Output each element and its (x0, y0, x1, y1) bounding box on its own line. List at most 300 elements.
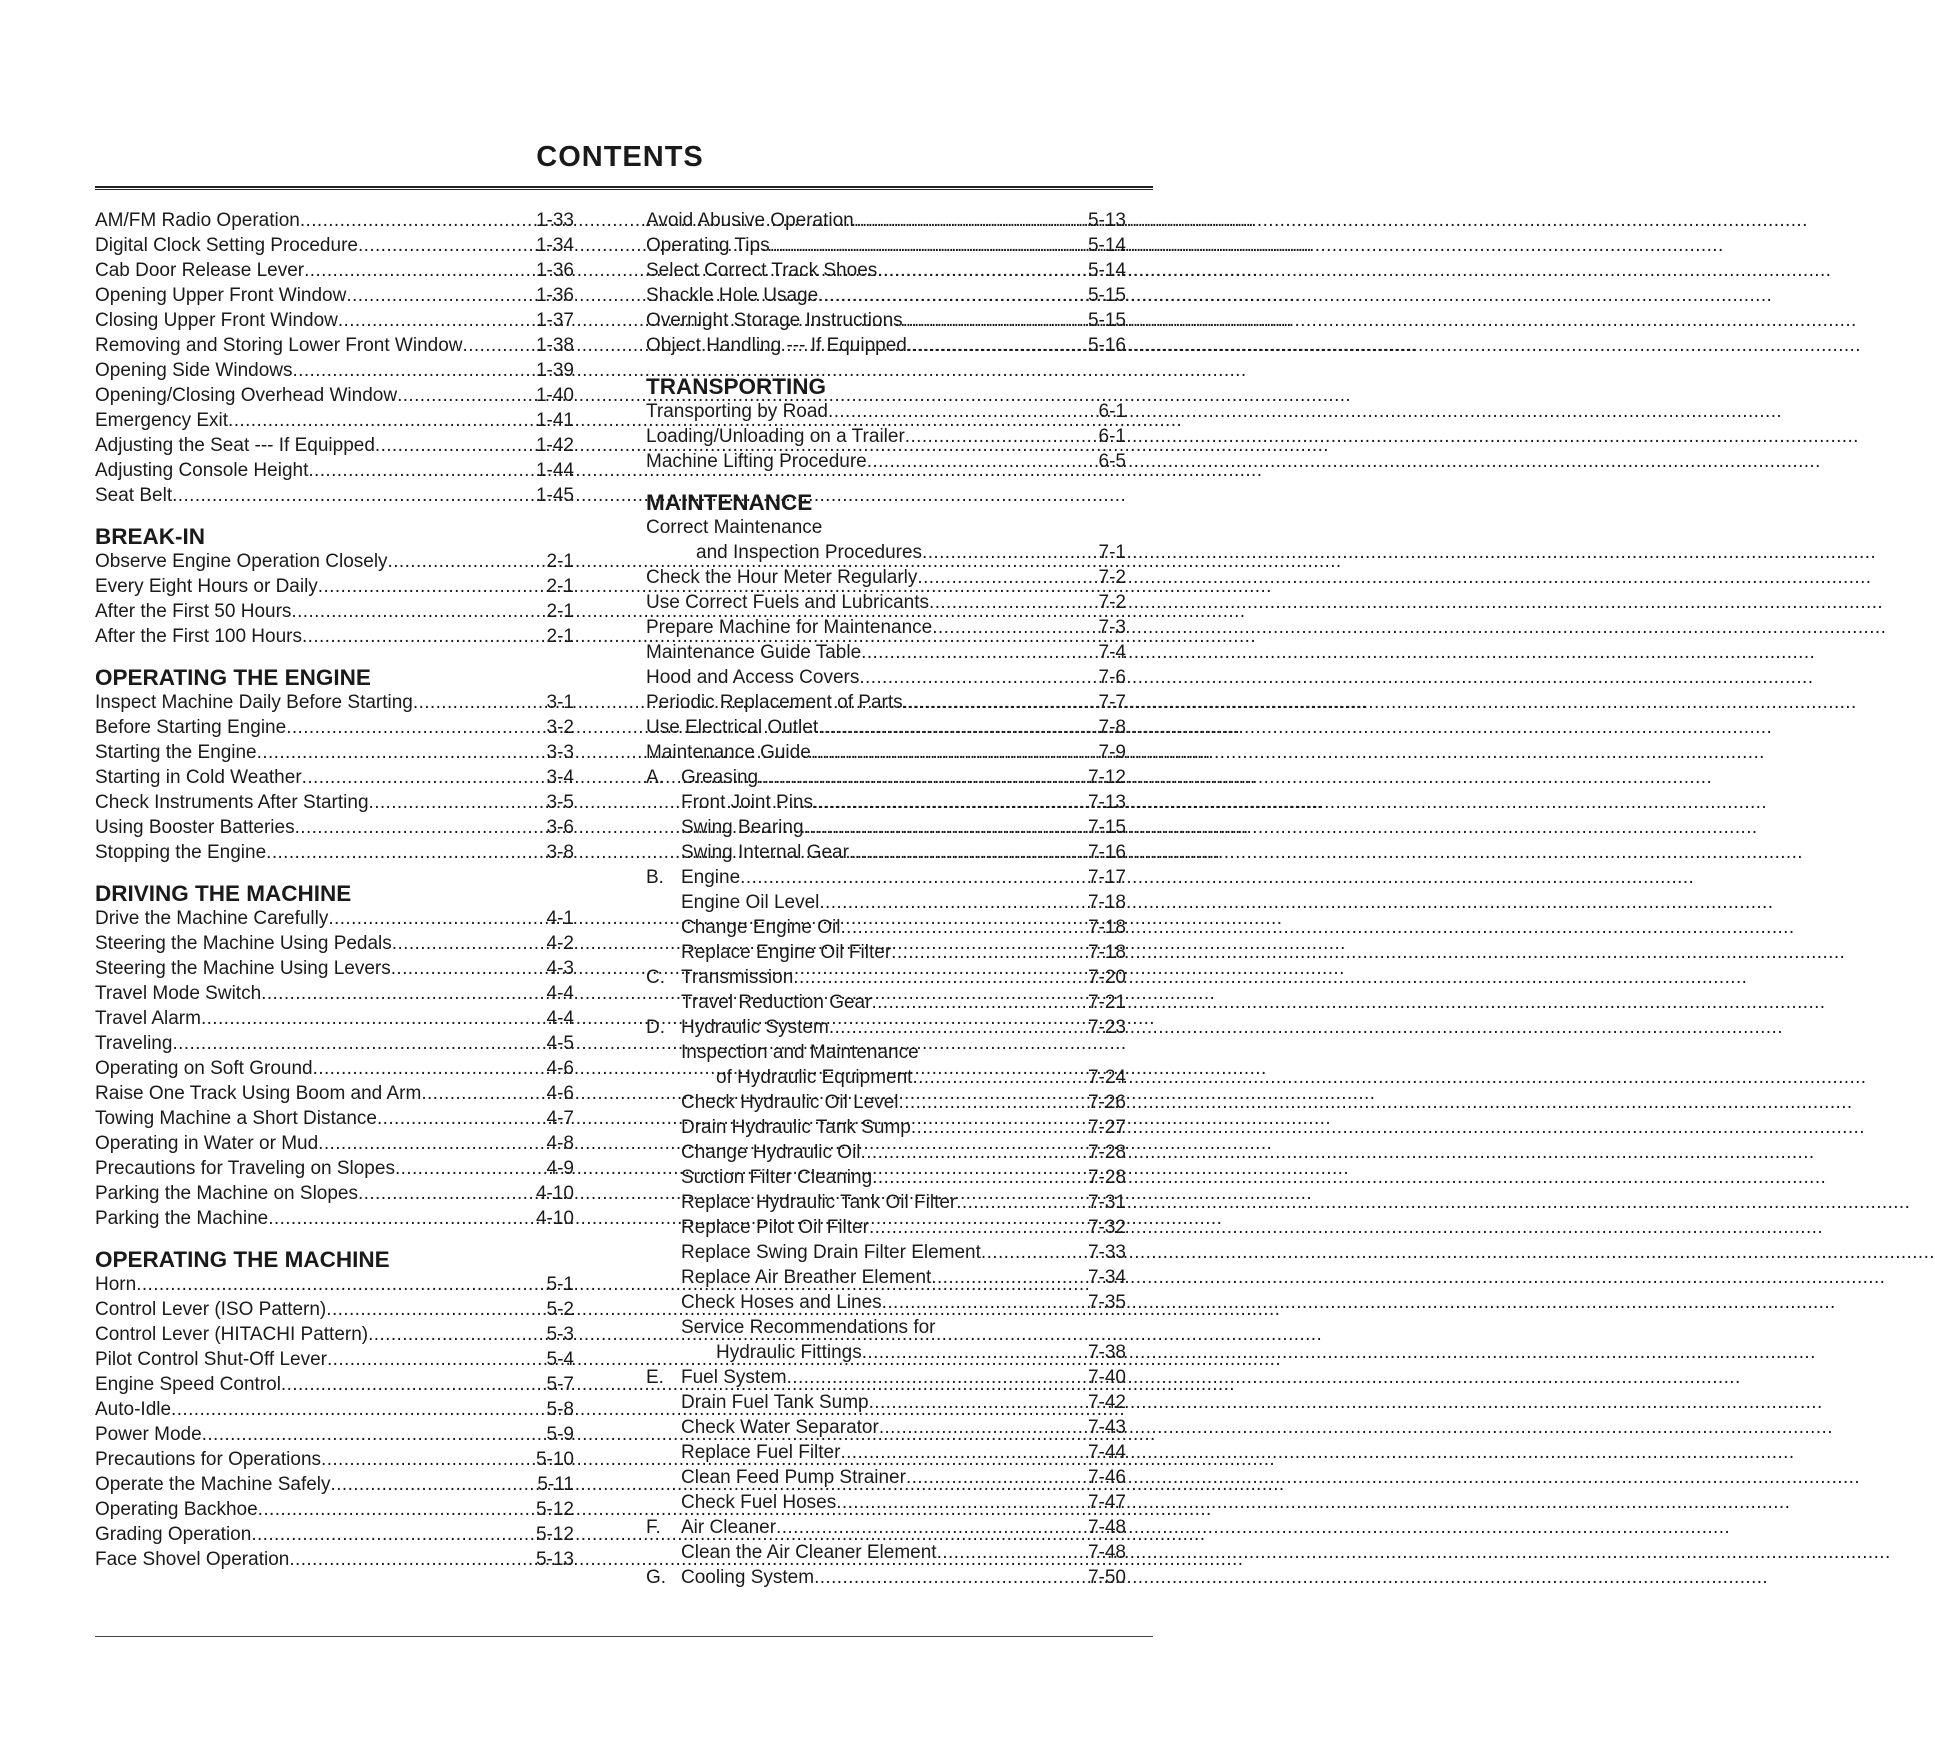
toc-entry[interactable] (646, 840, 1126, 865)
toc-page: 7-47 (1087, 1492, 1126, 1513)
toc-title: Swing Bearing (681, 817, 804, 838)
toc-title: Auto-Idle (95, 1399, 172, 1420)
toc-entry[interactable] (646, 765, 1126, 790)
toc-page: 3-3 (546, 742, 574, 763)
toc-title: Digital Clock Setting Procedure (95, 235, 358, 256)
toc-entry[interactable] (95, 690, 574, 715)
toc-entry[interactable] (95, 1272, 574, 1297)
toc-entry[interactable] (646, 1040, 1126, 1065)
toc-title: Traveling (95, 1033, 173, 1054)
dot-leader (841, 915, 1088, 940)
toc-title: Power Mode (95, 1424, 202, 1445)
toc-entry[interactable] (95, 433, 574, 458)
toc-page: 5-13 (1087, 210, 1126, 231)
toc-page: 1-36 (535, 260, 574, 281)
dot-leader (981, 1240, 1088, 1265)
toc-title: Replace Pilot Oil Filter (681, 1217, 869, 1238)
toc-page: 7-33 (1087, 1242, 1126, 1263)
toc-entry[interactable] (95, 1181, 574, 1206)
toc-title: Cooling System (681, 1567, 815, 1588)
section-heading: BREAK-IN (95, 524, 205, 549)
toc-entry[interactable] (646, 1390, 1126, 1415)
section-heading: OPERATING THE MACHINE (95, 1247, 390, 1272)
toc-page: 3-8 (546, 842, 574, 863)
toc-title: Hydraulic Fittings (716, 1342, 862, 1363)
toc-title: Operate the Machine Safely (95, 1474, 331, 1495)
dot-leader (268, 1206, 536, 1231)
section-operating-the-engine (95, 665, 574, 865)
toc-entry[interactable] (95, 1156, 574, 1181)
dot-leader (369, 790, 547, 815)
dot-leader (804, 815, 1088, 840)
toc-entry[interactable] (646, 1490, 1126, 1515)
toc-title: Observe Engine Operation Closely (95, 551, 388, 572)
toc-entry[interactable] (646, 308, 1126, 333)
toc-page: 5-14 (1087, 260, 1126, 281)
toc-letter: B. (646, 867, 664, 888)
toc-entry[interactable] (95, 1031, 574, 1056)
toc-entry[interactable] (95, 458, 574, 483)
dot-leader (318, 574, 547, 599)
dot-leader (291, 599, 546, 624)
toc-title: Steering the Machine Using Levers (95, 958, 391, 979)
toc-entry[interactable] (646, 1415, 1126, 1440)
toc-entry[interactable] (95, 1472, 574, 1497)
toc-title: Greasing (681, 767, 759, 788)
toc-entry[interactable] (95, 283, 574, 308)
toc-title: Parking the Machine on Slopes (95, 1183, 358, 1204)
toc-entry[interactable] (95, 233, 574, 258)
dot-leader (302, 765, 547, 790)
toc-title: Travel Reduction Gear (681, 992, 872, 1013)
toc-page: 1-42 (535, 435, 574, 456)
dot-leader (266, 840, 546, 865)
toc-title: Adjusting the Seat --- If Equipped (95, 435, 375, 456)
toc-page: 7-34 (1087, 1267, 1126, 1288)
toc-letter: F. (646, 1517, 661, 1538)
toc-title: Opening/Closing Overhead Window (95, 385, 398, 406)
toc-entry[interactable] (95, 981, 574, 1006)
toc-entry[interactable] (646, 915, 1126, 940)
toc-entry[interactable] (646, 424, 1126, 449)
toc-entry[interactable] (95, 1447, 574, 1472)
toc-page: 7-46 (1087, 1467, 1126, 1488)
toc-page: 7-1 (1098, 542, 1126, 563)
dot-leader (903, 308, 1088, 333)
toc-page: 7-31 (1087, 1192, 1126, 1213)
dot-leader (931, 1265, 1088, 1290)
toc-entry[interactable] (646, 790, 1126, 815)
toc-page: 4-10 (535, 1208, 574, 1229)
toc-entry[interactable] (646, 815, 1126, 840)
toc-entry[interactable] (95, 333, 574, 358)
toc-title: Starting in Cold Weather (95, 767, 302, 788)
toc-title: of Hydraulic Equipment (716, 1067, 913, 1088)
toc-title: Machine Lifting Procedure (646, 451, 867, 472)
dot-leader (327, 1347, 547, 1372)
dot-leader (375, 433, 536, 458)
toc-page: 5-7 (546, 1374, 574, 1395)
toc-title: Cab Door Release Lever (95, 260, 305, 281)
toc-page: 3-6 (546, 817, 574, 838)
dot-leader (879, 1415, 1088, 1440)
toc-title: After the First 50 Hours (95, 601, 292, 622)
toc-entry[interactable] (95, 1131, 574, 1156)
toc-entry[interactable] (95, 1297, 574, 1322)
toc-entry[interactable] (646, 449, 1126, 474)
toc-entry[interactable] (646, 990, 1126, 1015)
toc-entry[interactable] (646, 1090, 1126, 1115)
toc-entry[interactable] (646, 740, 1126, 765)
toc-entry[interactable] (646, 1465, 1126, 1490)
toc-entry[interactable] (646, 333, 1126, 358)
toc-entry[interactable] (95, 258, 574, 283)
toc-title: Change Engine Oil (681, 917, 841, 938)
toc-page: 4-6 (546, 1058, 574, 1079)
toc-page: 7-32 (1087, 1217, 1126, 1238)
toc-entry[interactable] (646, 590, 1126, 615)
toc-title: Control Lever (HITACHI Pattern) (95, 1324, 369, 1345)
toc-page: 5-13 (535, 1549, 574, 1570)
toc-entry[interactable] (646, 1340, 1126, 1365)
toc-title: Transmission (681, 967, 794, 988)
toc-page: 7-2 (1098, 592, 1126, 613)
toc-entry[interactable] (95, 1397, 574, 1422)
toc-entry[interactable] (646, 715, 1126, 740)
toc-entry[interactable] (646, 233, 1126, 258)
toc-title: Front Joint Pins (681, 792, 813, 813)
toc-entry[interactable] (95, 599, 574, 624)
toc-page: 4-5 (546, 1033, 574, 1054)
toc-entry[interactable] (646, 690, 1126, 715)
toc-entry[interactable] (646, 1165, 1126, 1190)
toc-page: 7-48 (1087, 1542, 1126, 1563)
toc-entry[interactable] (646, 640, 1126, 665)
dot-leader (758, 765, 1088, 790)
toc-page: 6-1 (1098, 426, 1126, 447)
toc-title: Steering the Machine Using Pedals (95, 933, 392, 954)
toc-entry[interactable] (95, 1522, 574, 1547)
dot-leader (326, 1297, 546, 1322)
toc-title: Precautions for Operations (95, 1449, 322, 1470)
toc-page: 5-15 (1087, 285, 1126, 306)
section-heading: OPERATING THE ENGINE (95, 665, 371, 690)
toc-page: 7-40 (1087, 1367, 1126, 1388)
dot-leader (905, 424, 1099, 449)
toc-title: Opening Side Windows (95, 360, 293, 381)
toc-entry[interactable] (646, 940, 1126, 965)
toc-entry[interactable] (95, 549, 574, 574)
toc-page: 7-38 (1087, 1342, 1126, 1363)
toc-title: Check Instruments After Starting (95, 792, 369, 813)
toc-page: 7-18 (1087, 942, 1126, 963)
dot-leader (136, 1272, 546, 1297)
toc-entry[interactable] (646, 1265, 1126, 1290)
toc-entry[interactable] (646, 283, 1126, 308)
toc-page: 5-8 (546, 1399, 574, 1420)
toc-entry[interactable] (646, 1540, 1126, 1565)
toc-entry[interactable] (646, 965, 1126, 990)
dot-leader (906, 1465, 1088, 1490)
toc-title: Correct Maintenance (646, 517, 823, 538)
toc-title: Control Lever (ISO Pattern) (95, 1299, 327, 1320)
toc-title: Engine (681, 867, 741, 888)
toc-entry[interactable] (646, 399, 1126, 424)
toc-entry[interactable] (95, 765, 574, 790)
toc-page: 4-4 (546, 1008, 574, 1029)
toc-entry[interactable] (95, 815, 574, 840)
toc-page: 3-1 (546, 692, 574, 713)
dot-leader (861, 640, 1098, 665)
dot-leader (228, 408, 536, 433)
toc-entry[interactable] (646, 1565, 1126, 1590)
toc-title: AM/FM Radio Operation (95, 210, 300, 231)
dot-leader (829, 1015, 1088, 1040)
dot-leader (911, 1115, 1088, 1140)
dot-leader (840, 1440, 1088, 1465)
dot-leader (899, 1090, 1088, 1115)
dot-leader (882, 1290, 1088, 1315)
toc-entry[interactable] (95, 483, 574, 508)
toc-page: 1-34 (535, 235, 574, 256)
toc-entry[interactable] (95, 208, 574, 233)
toc-entry[interactable] (95, 1497, 574, 1522)
section-continued (95, 208, 574, 508)
dot-leader (388, 549, 547, 574)
dot-leader (861, 1140, 1088, 1165)
toc-entry[interactable] (646, 615, 1126, 640)
dot-leader (286, 715, 546, 740)
dot-leader (869, 1215, 1088, 1240)
toc-entry[interactable] (646, 890, 1126, 915)
toc-title: Removing and Storing Lower Front Window (95, 335, 463, 356)
toc-title: Inspection and Maintenance (681, 1042, 919, 1063)
toc-title: Emergency Exit (95, 410, 229, 431)
toc-title: Operating Tips (646, 235, 770, 256)
toc-entry[interactable] (95, 1006, 574, 1031)
toc-page: 4-3 (546, 958, 574, 979)
toc-page: 1-37 (535, 310, 574, 331)
toc-title: Air Cleaner (681, 1517, 777, 1538)
toc-title: Loading/Unloading on a Trailer (646, 426, 905, 447)
dot-leader (300, 208, 536, 233)
toc-page: 7-8 (1098, 717, 1126, 738)
footer-rule (95, 1636, 1153, 1637)
dot-leader (293, 358, 536, 383)
dot-leader (867, 449, 1099, 474)
toc-page: 4-7 (546, 1108, 574, 1129)
toc-entry[interactable] (95, 1547, 574, 1572)
toc-letter: A. (646, 767, 664, 788)
toc-page: 5-2 (546, 1299, 574, 1320)
dot-leader (932, 615, 1098, 640)
dot-leader (321, 1447, 536, 1472)
toc-entry[interactable] (646, 1290, 1126, 1315)
toc-title: Travel Alarm (95, 1008, 201, 1029)
dot-leader (171, 1397, 546, 1422)
toc-page: 7-43 (1087, 1417, 1126, 1438)
toc-entry[interactable] (95, 1206, 574, 1231)
dot-leader (787, 1365, 1088, 1390)
toc-entry[interactable] (646, 1190, 1126, 1215)
toc-entry[interactable] (646, 1240, 1126, 1265)
toc-page: 7-44 (1087, 1442, 1126, 1463)
dot-leader (172, 1031, 546, 1056)
dot-leader (346, 283, 536, 308)
toc-page: 5-11 (537, 1474, 574, 1495)
toc-entry[interactable] (646, 1440, 1126, 1465)
dot-leader (281, 1372, 547, 1397)
toc-title: Periodic Replacement of Parts (646, 692, 903, 713)
toc-entry[interactable] (646, 1315, 1126, 1340)
toc-entry[interactable] (95, 906, 574, 931)
dot-leader (872, 1165, 1088, 1190)
section-continued (646, 208, 1126, 358)
toc-title: Before Starting Engine (95, 717, 287, 738)
toc-page: 1-45 (535, 485, 574, 506)
toc-title: Seat Belt (95, 485, 173, 506)
toc-entry[interactable] (95, 931, 574, 956)
left-column (95, 208, 574, 1572)
dot-leader (828, 399, 1099, 424)
toc-entry[interactable] (646, 515, 1126, 540)
toc-page: 1-36 (535, 285, 574, 306)
toc-title: Use Correct Fuels and Lubricants (646, 592, 930, 613)
toc-entry[interactable] (95, 1056, 574, 1081)
toc-entry[interactable] (95, 1422, 574, 1447)
toc-page: 2-1 (546, 626, 574, 647)
toc-page: 4-10 (535, 1183, 574, 1204)
dot-leader (304, 258, 536, 283)
toc-entry[interactable] (95, 1081, 574, 1106)
toc-title: Replace Swing Drain Filter Element (681, 1242, 981, 1263)
toc-page: 7-23 (1087, 1017, 1126, 1038)
dot-leader (421, 1081, 546, 1106)
toc-entry[interactable] (646, 208, 1126, 233)
dot-leader (929, 590, 1099, 615)
toc-title: Check the Hour Meter Regularly (646, 567, 918, 588)
title-rule (95, 186, 1153, 190)
dot-leader (308, 458, 536, 483)
toc-page: 5-10 (535, 1449, 574, 1470)
toc-letter: D. (646, 1017, 665, 1038)
toc-page: 5-12 (535, 1499, 574, 1520)
toc-title: Use Electrical Outlet (646, 717, 819, 738)
toc-entry[interactable] (646, 665, 1126, 690)
dot-leader (251, 1522, 536, 1547)
dot-leader (257, 740, 547, 765)
toc-page: 7-50 (1087, 1567, 1126, 1588)
dot-leader (903, 690, 1099, 715)
toc-entry[interactable] (95, 715, 574, 740)
section-heading: DRIVING THE MACHINE (95, 881, 352, 906)
dot-leader (328, 906, 546, 931)
dot-leader (811, 740, 1099, 765)
toc-page: 5-4 (546, 1349, 574, 1370)
dot-leader (917, 565, 1098, 590)
dot-leader (413, 690, 547, 715)
toc-entry[interactable] (646, 540, 1126, 565)
toc-entry[interactable] (646, 1365, 1126, 1390)
toc-entry[interactable] (95, 624, 574, 649)
toc-entry[interactable] (646, 1215, 1126, 1240)
toc-page: 1-33 (535, 210, 574, 231)
dot-leader (295, 815, 547, 840)
toc-page: 7-2 (1098, 567, 1126, 588)
toc-entry[interactable] (646, 258, 1126, 283)
toc-page: 4-8 (546, 1133, 574, 1154)
toc-title: Replace Fuel Filter (681, 1442, 841, 1463)
dot-leader (318, 1131, 546, 1156)
toc-title: Shackle Hole Usage (646, 285, 819, 306)
toc-entry[interactable] (95, 740, 574, 765)
toc-title: Select Correct Track Shoes (646, 260, 878, 281)
toc-entry[interactable] (646, 565, 1126, 590)
toc-page: 7-7 (1098, 692, 1126, 713)
toc-title: Travel Mode Switch (95, 983, 262, 1004)
toc-title: Overnight Storage Instructions (646, 310, 903, 331)
toc-entry[interactable] (646, 1065, 1126, 1090)
dot-leader (849, 840, 1088, 865)
toc-page: 5-16 (1087, 335, 1126, 356)
dot-leader (819, 890, 1088, 915)
toc-entry[interactable] (95, 1372, 574, 1397)
toc-page: 5-15 (1087, 310, 1126, 331)
toc-entry[interactable] (646, 1140, 1126, 1165)
toc-title: Replace Engine Oil Filter (681, 942, 892, 963)
toc-letter: E. (646, 1367, 664, 1388)
dot-leader (392, 931, 547, 956)
toc-title: Check Hydraulic Oil Level (681, 1092, 899, 1113)
section-break-in (95, 524, 574, 649)
dot-leader (397, 383, 536, 408)
toc-entry[interactable] (95, 1106, 574, 1131)
toc-title: After the First 100 Hours (95, 626, 302, 647)
toc-entry[interactable] (95, 408, 574, 433)
toc-entry[interactable] (95, 358, 574, 383)
toc-entry[interactable] (95, 840, 574, 865)
toc-title: Operating in Water or Mud (95, 1133, 319, 1154)
toc-entry[interactable] (646, 1515, 1126, 1540)
toc-title: Pilot Control Shut-Off Lever (95, 1349, 327, 1370)
toc-page: 2-1 (546, 576, 574, 597)
toc-entry[interactable] (646, 865, 1126, 890)
dot-leader (937, 1540, 1088, 1565)
toc-entry[interactable] (95, 574, 574, 599)
dot-leader (740, 865, 1088, 890)
toc-entry[interactable] (95, 1322, 574, 1347)
dot-leader (395, 1156, 547, 1181)
toc-title: Maintenance Guide Table (646, 642, 862, 663)
toc-entry[interactable] (95, 1347, 574, 1372)
toc-title: Drain Hydraulic Tank Sump (681, 1117, 911, 1138)
section-maintenance (646, 490, 1126, 1590)
toc-entry[interactable] (95, 790, 574, 815)
toc-entry[interactable] (95, 956, 574, 981)
toc-letter: C. (646, 967, 665, 988)
toc-title: Parking the Machine (95, 1208, 269, 1229)
toc-title: Service Recommendations for (681, 1317, 936, 1338)
toc-page: 1-39 (535, 360, 574, 381)
section-driving-the-machine (95, 881, 574, 1231)
toc-entry[interactable] (646, 1015, 1126, 1040)
toc-entry[interactable] (95, 308, 574, 333)
toc-entry[interactable] (95, 383, 574, 408)
toc-entry[interactable] (646, 1115, 1126, 1140)
dot-leader (358, 1181, 536, 1206)
toc-page: 7-20 (1087, 967, 1126, 988)
section-heading: MAINTENANCE (646, 490, 813, 515)
